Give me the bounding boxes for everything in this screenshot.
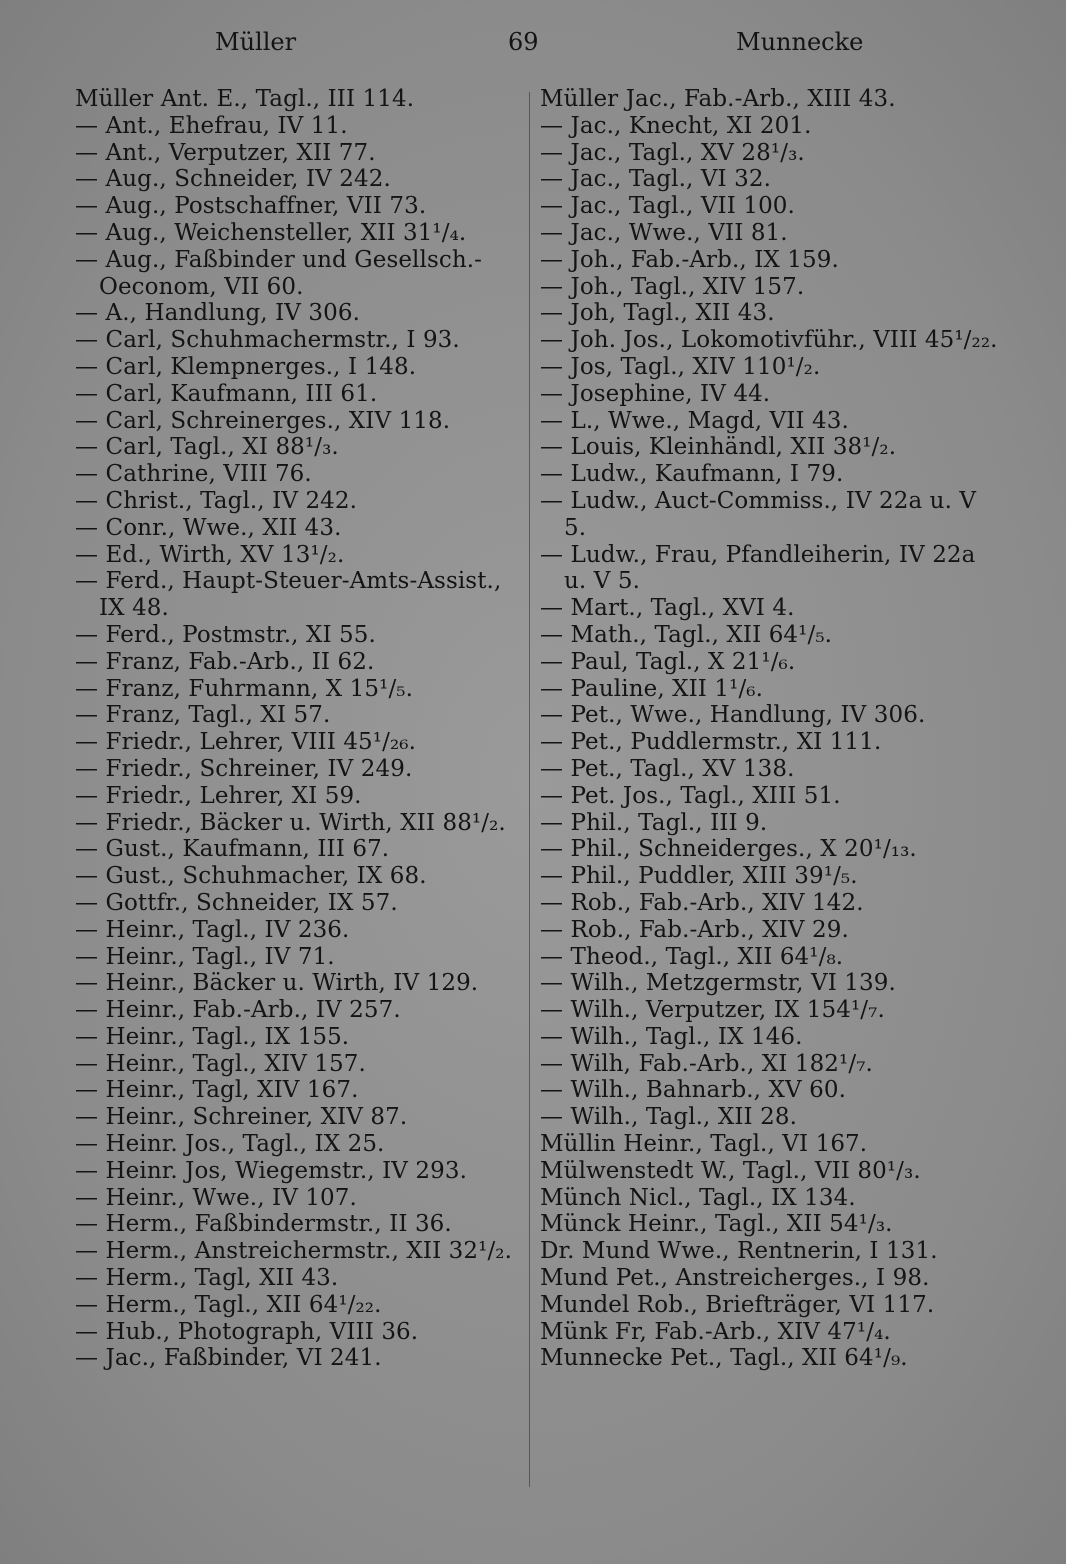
directory-entry: — Franz, Tagl., XI 57.: [75, 702, 331, 729]
directory-entry: — Cathrine, VIII 76.: [75, 461, 312, 488]
directory-entry: — Wilh, Fab.-Arb., XI 182¹/₇.: [540, 1050, 873, 1077]
directory-entry: — Theod., Tagl., XII 64¹/₈.: [540, 943, 844, 970]
directory-entry: — Pauline, XII 1¹/₆.: [540, 675, 764, 702]
header-right-name: Munnecke: [736, 28, 864, 56]
directory-entry: — Conr., Wwe., XII 43.: [75, 514, 342, 541]
directory-entry: Mundel Rob., Briefträger, VI 117.: [540, 1291, 935, 1318]
directory-entry: — Heinr., Tagl., IV 71.: [75, 943, 335, 970]
directory-entry: — Herm., Tagl., XII 64¹/₂₂.: [75, 1291, 382, 1318]
directory-entry: — Josephine, IV 44.: [540, 380, 771, 407]
directory-entry: — Heinr. Jos, Wiegemstr., IV 293.: [75, 1157, 468, 1184]
directory-entry: — Paul, Tagl., X 21¹/₆.: [540, 648, 796, 675]
directory-entry: — Christ., Tagl., IV 242.: [75, 487, 358, 514]
directory-entry: — Hub., Photograph, VIII 36.: [75, 1318, 419, 1345]
directory-entry: — Heinr., Tagl., IX 155.: [75, 1023, 350, 1050]
directory-entry: — Ferd., Postmstr., XI 55.: [75, 621, 376, 648]
directory-entry: — Ludw., Auct-Commiss., IV 22a u. V 5.: [540, 487, 977, 541]
directory-entry: — Franz, Fuhrmann, X 15¹/₅.: [75, 675, 414, 702]
directory-entry: — Phil., Puddler, XIII 39¹/₅.: [540, 863, 858, 890]
directory-entry: — Wilh., Metzgermstr, VI 139.: [540, 970, 896, 997]
directory-entry: — Carl, Schuhmachermstr., I 93.: [75, 327, 460, 354]
directory-entry: — Ludw., Kaufmann, I 79.: [540, 461, 844, 488]
directory-entry: — Aug., Schneider, IV 242.: [75, 166, 391, 193]
directory-entry: — Wilh., Tagl., IX 146.: [540, 1023, 803, 1050]
directory-entry: — Friedr., Schreiner, IV 249.: [75, 755, 413, 782]
directory-entry: — Louis, Kleinhändl, XII 38¹/₂.: [540, 434, 897, 461]
directory-entry: — Carl, Kaufmann, III 61.: [75, 380, 378, 407]
directory-entry: — Jac., Tagl., XV 28¹/₃.: [540, 139, 805, 166]
directory-entry: — Ed., Wirth, XV 13¹/₂.: [75, 541, 345, 568]
directory-entry: — Rob., Fab.-Arb., XIV 142.: [540, 889, 864, 916]
directory-entry: — Ant., Ehefrau, IV 11.: [75, 112, 348, 139]
directory-entry: — Heinr., Wwe., IV 107.: [75, 1184, 357, 1211]
directory-entry: — Herm., Anstreichermstr., XII 32¹/₂.: [75, 1238, 513, 1265]
directory-entry: — Joh., Tagl., XIV 157.: [540, 273, 805, 300]
directory-entry: — Aug., Weichensteller, XII 31¹/₄.: [75, 219, 467, 246]
directory-entry: — Joh., Fab.-Arb., IX 159.: [540, 246, 839, 273]
directory-entry: — Aug., Faßbinder und Gesellsch.-Oeconom, VII 60.: [75, 246, 483, 300]
directory-entry: Münk Fr, Fab.-Arb., XIV 47¹/₄.: [540, 1318, 891, 1345]
left-column: [75, 86, 527, 1372]
directory-entry: — Heinr., Schreiner, XIV 87.: [75, 1104, 408, 1131]
directory-entry: Müller Ant. E., Tagl., III 114.: [75, 86, 415, 112]
directory-entry: — Wilh., Bahnarb., XV 60.: [540, 1077, 846, 1104]
directory-entry: — Heinr., Tagl, XIV 167.: [75, 1077, 359, 1104]
directory-entry: Mülwenstedt W., Tagl., VII 80¹/₃.: [540, 1157, 921, 1184]
directory-entry: — Franz, Fab.-Arb., II 62.: [75, 648, 375, 675]
directory-entry: — Jac., Faßbinder, VI 241.: [75, 1345, 382, 1372]
directory-entry: Munnecke Pet., Tagl., XII 64¹/₉.: [540, 1345, 908, 1372]
directory-entry: Münch Nicl., Tagl., IX 134.: [540, 1184, 856, 1211]
page-number: 69: [508, 28, 539, 56]
directory-entry: — Carl, Tagl., XI 88¹/₃.: [75, 434, 339, 461]
directory-entry: — Aug., Postschaffner, VII 73.: [75, 193, 427, 220]
directory-entry: — Heinr., Tagl., IV 236.: [75, 916, 350, 943]
directory-entry: — Herm., Faßbindermstr., II 36.: [75, 1211, 452, 1238]
directory-entry: — Pet., Puddlermstr., XI 111.: [540, 729, 882, 756]
directory-entry: — L., Wwe., Magd, VII 43.: [540, 407, 849, 434]
directory-entry: — Rob., Fab.-Arb., XIV 29.: [540, 916, 849, 943]
directory-entry: — Heinr., Tagl., XIV 157.: [75, 1050, 366, 1077]
directory-entry: — Phil., Tagl., III 9.: [540, 809, 768, 836]
directory-entry: — Pet., Tagl., XV 138.: [540, 755, 795, 782]
column-divider: [529, 92, 530, 1487]
directory-entry: — Ludw., Frau, Pfandleiherin, IV 22a u. V 5.: [540, 541, 976, 595]
directory-entry: Müllin Heinr., Tagl., VI 167.: [540, 1131, 868, 1158]
directory-entry: — Carl, Klempnerges., I 148.: [75, 353, 417, 380]
directory-entry: — Ferd., Haupt-Steuer-Amts-Assist., IX 48.: [75, 568, 502, 622]
directory-entry: — Heinr., Fab.-Arb., IV 257.: [75, 997, 401, 1024]
directory-entry: — Jac., Tagl., VI 32.: [540, 166, 772, 193]
directory-entry: — Heinr. Jos., Tagl., IX 25.: [75, 1131, 385, 1158]
directory-entry: — Gust., Schuhmacher, IX 68.: [75, 863, 427, 890]
directory-entry: — Jos, Tagl., XIV 110¹/₂.: [540, 353, 821, 380]
directory-entry: Dr. Mund Wwe., Rentnerin, I 131.: [540, 1238, 938, 1265]
directory-entry: — Joh, Tagl., XII 43.: [540, 300, 775, 327]
directory-entry: — Jac., Knecht, XI 201.: [540, 112, 812, 139]
directory-entry: Münck Heinr., Tagl., XII 54¹/₃.: [540, 1211, 893, 1238]
directory-entry: — Pet. Jos., Tagl., XIII 51.: [540, 782, 841, 809]
directory-entry: — Friedr., Lehrer, VIII 45¹/₂₆.: [75, 729, 417, 756]
directory-entry: — Heinr., Bäcker u. Wirth, IV 129.: [75, 970, 479, 997]
directory-entry: — Carl, Schreinerges., XIV 118.: [75, 407, 451, 434]
directory-entry: — Gottfr., Schneider, IX 57.: [75, 889, 398, 916]
directory-entry: — Jac., Wwe., VII 81.: [540, 219, 788, 246]
header-left-name: Müller: [215, 28, 297, 56]
directory-entry: — Pet., Wwe., Handlung, IV 306.: [540, 702, 926, 729]
directory-entry: — Math., Tagl., XII 64¹/₅.: [540, 621, 833, 648]
directory-entry: — Friedr., Lehrer, XI 59.: [75, 782, 362, 809]
directory-entry: — Joh. Jos., Lokomotivführ., VIII 45¹/₂₂.: [540, 327, 998, 354]
directory-entry: Mund Pet., Anstreicherges., I 98.: [540, 1265, 930, 1292]
directory-entry: — Phil., Schneiderges., X 20¹/₁₃.: [540, 836, 917, 863]
directory-entry: — Herm., Tagl, XII 43.: [75, 1265, 339, 1292]
directory-entry: — Friedr., Bäcker u. Wirth, XII 88¹/₂.: [75, 809, 506, 836]
directory-entry: — Wilh., Verputzer, IX 154¹/₇.: [540, 997, 885, 1024]
directory-entry: Müller Jac., Fab.-Arb., XIII 43.: [540, 86, 896, 112]
directory-entry: — A., Handlung, IV 306.: [75, 300, 361, 327]
directory-entry: — Jac., Tagl., VII 100.: [540, 193, 795, 220]
page-header: [0, 28, 1066, 68]
directory-entry: — Mart., Tagl., XVI 4.: [540, 595, 795, 622]
directory-entry: — Gust., Kaufmann, III 67.: [75, 836, 390, 863]
directory-entry: — Ant., Verputzer, XII 77.: [75, 139, 376, 166]
directory-entry: — Wilh., Tagl., XII 28.: [540, 1104, 798, 1131]
right-column: [540, 86, 998, 1372]
